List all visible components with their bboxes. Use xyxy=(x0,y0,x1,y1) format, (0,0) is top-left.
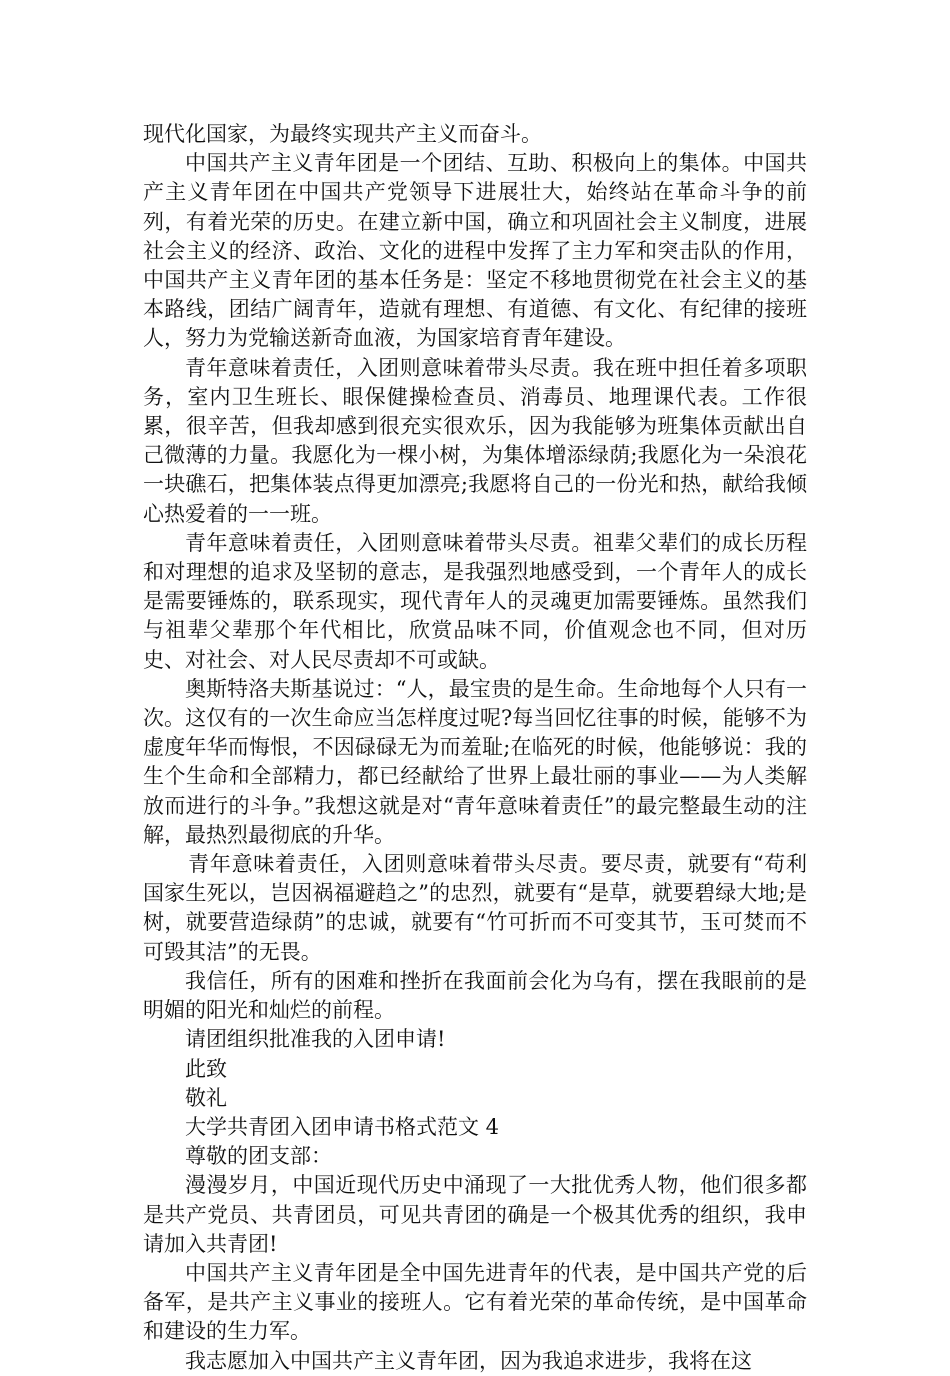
request-line: 请团组织批准我的入团申请! xyxy=(185,1027,446,1052)
paragraph-confidence: 我信任，所有的困难和挫折在我面前会化为乌有，摆在我眼前的是明媚的阳光和灿烂的前程。 xyxy=(143,968,807,1023)
greeting-line: 尊敬的团支部： xyxy=(185,1144,332,1169)
section-heading: 大学共青团入团申请书格式范文 4 xyxy=(185,1114,500,1139)
paragraph-history: 漫漫岁月，中国近现代历史中涌现了一大批优秀人物，他们很多都是共产党员、共青团员，可见共青团的确是一个极其优秀的组织，我申请加入共青团! xyxy=(143,1173,807,1256)
closing-salutation: 此致 xyxy=(185,1056,227,1081)
closing-regards: 敬礼 xyxy=(185,1085,227,1110)
paragraph-continuation: 现代化国家，为最终实现共产主义而奋斗。 xyxy=(143,122,542,146)
paragraph-ancestors: 青年意味着责任，入团则意味着带头尽责。祖辈父辈们的成长历程和对理想的追求及坚韧的意志，是我强烈地感受到，一个青年人的成长是需要锤炼的，联系现实，现代青年人的灵魂更加需要锤炼。虽然我们与祖辈父辈那个年代相比，欣赏品味不同，价值观念也不同，但对历史、对社会、对人民尽责却不可或缺。 xyxy=(143,530,807,672)
document-page xyxy=(143,120,807,1376)
paragraph-vanguard: 中国共产主义青年团是全中国先进青年的代表，是中国共产党的后备军，是共产主义事业的接班人。它有着光荣的革命传统，是中国革命和建设的生力军。 xyxy=(143,1260,807,1344)
paragraph-ostrovsky-quote: 奥斯特洛夫斯基说过：“人，最宝贵的是生命。生命地每个人只有一次。这仅有的一次生命应当怎样度过呢?每当回忆往事的时候，能够不为虚度年华而悔恨，不因碌碌无为而羞耻;在临死的时候，他能够说：我的生个生命和全部精力，都已经献给了世界上最壮丽的事业——为人类解放而进行的斗争。”我想这就是对“青年意味着责任”的最完整最生动的注解，最热烈最彻底的升华。 xyxy=(143,676,807,847)
paragraph-league-intro: 中国共产主义青年团是一个团结、互助、积极向上的集体。中国共产主义青年团在中国共产党领导下进展壮大，始终站在革命斗争的前列，有着光荣的历史。在建立新中国，确立和巩固社会主义制度，进展社会主义的经济、政治、文化的进程中发挥了主力军和突击队的作用，中国共产主义青年团的基本任务是：坚定不移地贯彻党在社会主义的基本路线，团结广阔青年，造就有理想、有道德、有文化、有纪律的接班人，努力为党输送新奇血液，为国家培育青年建设。 xyxy=(143,151,807,351)
paragraph-responsibility: 青年意味着责任，入团则意味着带头尽责。要尽责，就要有“苟利国家生死以，岂因祸福避趋之”的忠烈，就要有“是草，就要碧绿大地;是树，就要营造绿荫”的忠诚，就要有“竹可折而不可变其节，玉可焚而不可毁其洁”的无畏。 xyxy=(143,852,807,964)
paragraph-class-duties: 青年意味着责任，入团则意味着带头尽责。我在班中担任着多项职务，室内卫生班长、眼保健操检查员、消毒员、地理课代表。工作很累，很辛苦，但我却感到很充实很欢乐，因为我能够为班集体贡献出自己微薄的力量。我愿化为一棵小树，为集体增添绿荫;我愿化为一朵浪花一块礁石，把集体装点得更加漂亮;我愿将自己的一份光和热，献给我倾心热爱着的一一班。 xyxy=(143,355,807,526)
paragraph-volunteer: 我志愿加入中国共产主义青年团，因为我追求进步，我将在这 xyxy=(185,1348,752,1373)
